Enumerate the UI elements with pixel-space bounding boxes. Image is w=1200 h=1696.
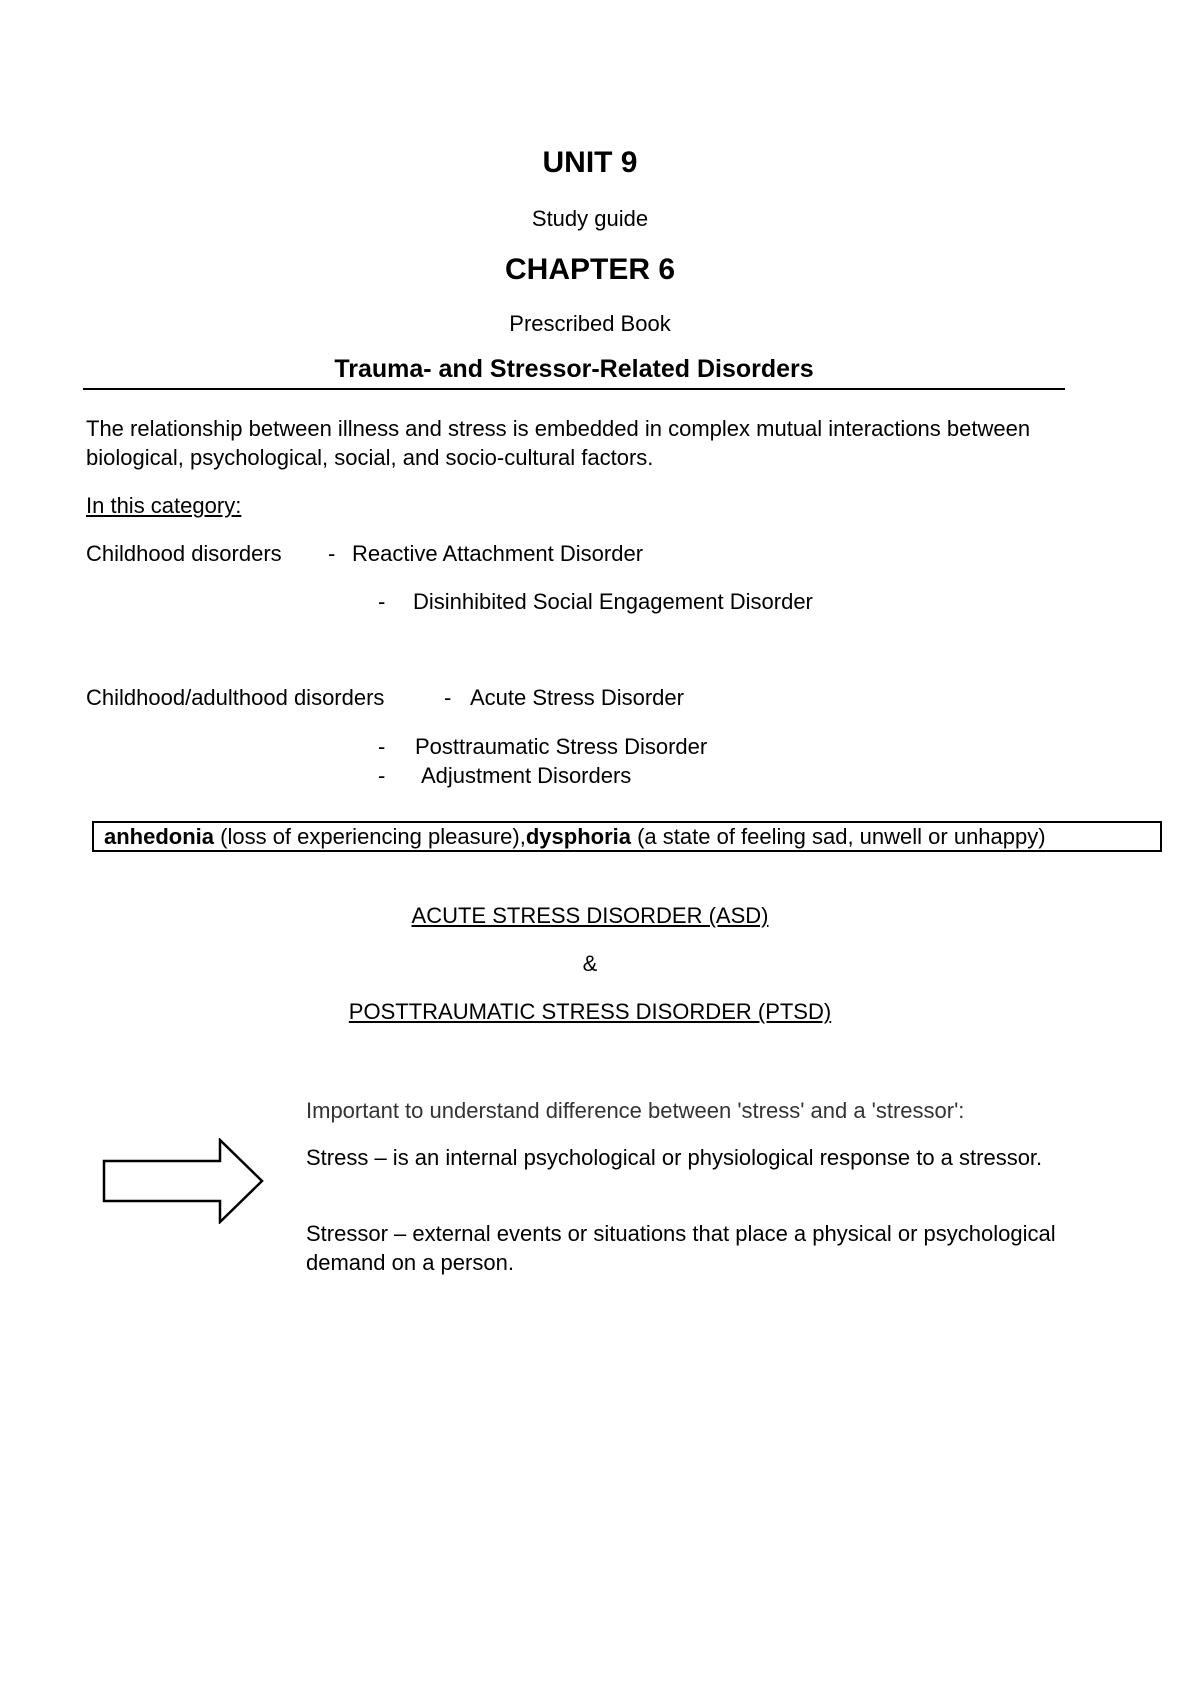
dash-marker: - [378,734,386,759]
adulthood-item: Posttraumatic Stress Disorder [415,734,708,759]
definitions-box [92,821,1162,852]
asd-heading: ACUTE STRESS DISORDER (ASD) [411,903,769,928]
category-label: In this category: [86,493,242,518]
ptsd-heading-wrap [0,999,1180,1025]
stress-intro: Important to understand difference between 'stress' and a 'stressor': [306,1098,965,1123]
dash-marker: - [444,685,452,710]
stress-definition: Stress – is an internal psychological or physiological response to a stressor. [306,1145,1043,1170]
ampersand: & [582,951,598,976]
dash-marker: - [378,763,386,788]
adulthood-item: Acute Stress Disorder [470,685,684,710]
stressor-definition: Stressor – external events or situations that place a physical or psychological demand on a person. [306,1221,1056,1275]
childhood-item: Reactive Attachment Disorder [352,541,644,566]
ptsd-heading: POSTTRAUMATIC STRESS DISORDER (PTSD) [348,999,832,1024]
chapter-title: CHAPTER 6 [504,253,676,286]
asd-heading-wrap [0,903,1180,929]
term-anhedonia: anhedonia [104,824,215,849]
dash-marker: - [378,589,386,614]
section-heading: Trauma- and Stressor-Related Disorders [83,355,1065,390]
unit-title: UNIT 9 [542,146,638,179]
def-anhedonia: (loss of experiencing pleasure), [214,824,526,849]
childhood-label: Childhood disorders [86,541,282,566]
prescribed-book-label: Prescribed Book [509,311,671,336]
right-arrow-icon [102,1138,266,1229]
study-guide-label: Study guide [531,206,649,231]
childhood-item: Disinhibited Social Engagement Disorder [413,589,813,614]
adulthood-item: Adjustment Disorders [421,763,632,788]
def-dysphoria: (a state of feeling sad, unwell or unhappy) [630,824,1046,849]
dash-marker: - [328,541,336,566]
term-dysphoria: dysphoria [525,824,631,849]
intro-paragraph: The relationship between illness and stress is embedded in complex mutual interactions between biological, psychological, social, and socio-cultural factors. [86,416,1031,470]
adulthood-label: Childhood/adulthood disorders [86,685,385,710]
